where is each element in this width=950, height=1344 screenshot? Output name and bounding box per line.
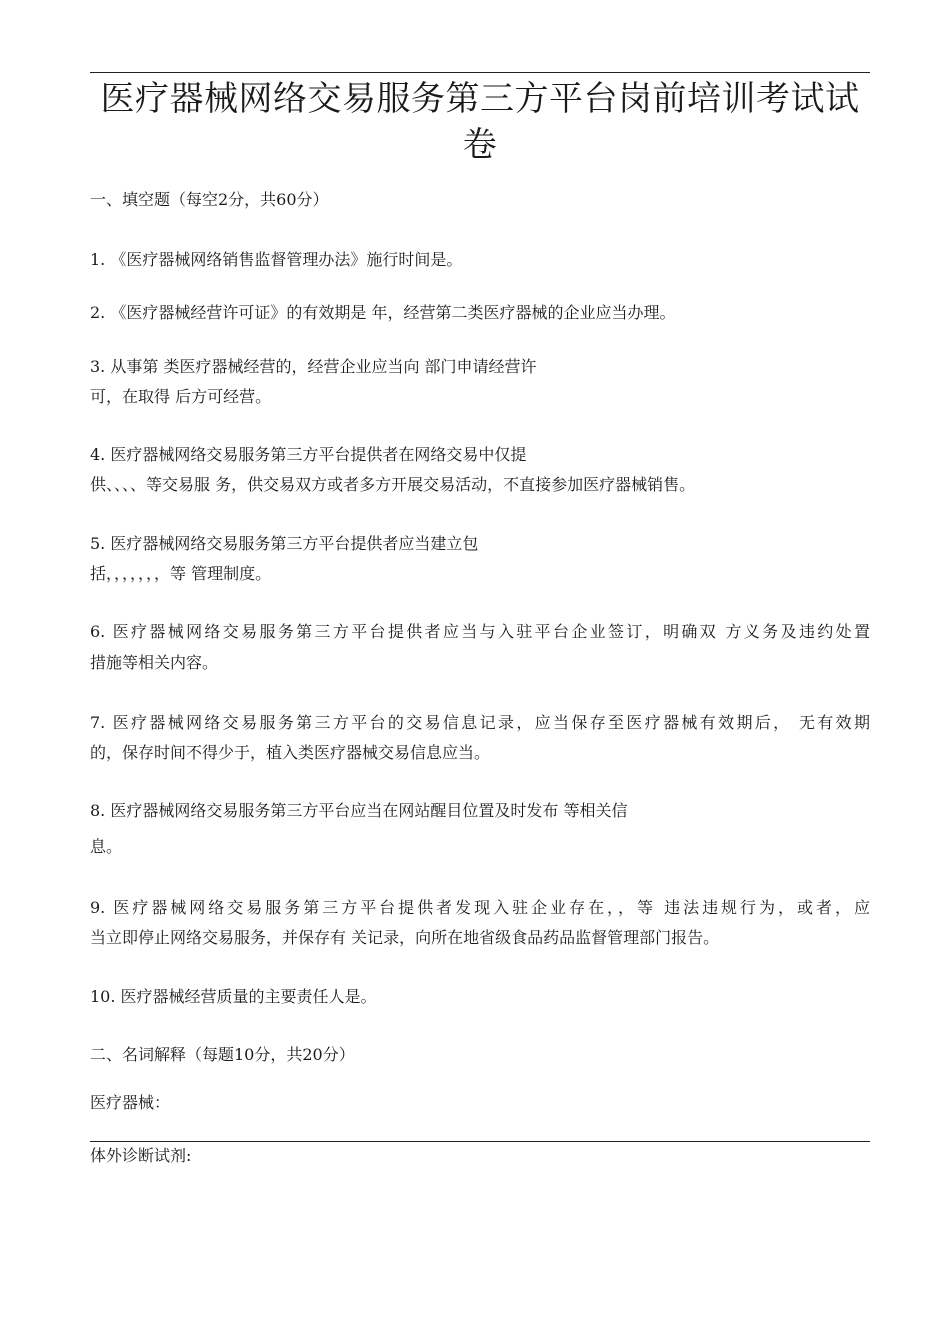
question-4-line-1: 4. 医疗器械网络交易服务第三方平台提供者在网络交易中仅提 [90,445,527,464]
term-medical-device: 医疗器械： [90,1093,171,1112]
top-rule [90,72,870,73]
question-8-line-2: 息。 [90,837,123,856]
question-2: 2. 《医疗器械经营许可证》的有效期是 年，经营第二类医疗器械的企业应当办理。 [90,303,676,322]
question-4-line-2: 供、、、、等交易服 务，供交易双方或者多方开展交易活动，不直接参加医疗器械销售。 [90,475,696,494]
question-8-line-1: 8. 医疗器械网络交易服务第三方平台应当在网站醒目位置及时发布 等相关信 [90,801,628,820]
question-7-line-1: 7. 医疗器械网络交易服务第三方平台的交易信息记录，应当保存至医疗器械有效期后， 无有效期 [90,713,870,732]
question-6-line-2: 措施等相关内容。 [90,653,219,672]
page-title [90,76,870,168]
question-1: 1. 《医疗器械网络销售监督管理办法》施行时间是。 [90,250,463,269]
question-6-line-1: 6. 医疗器械网络交易服务第三方平台提供者应当与入驻平台企业签订，明确双 方义务及违约处置 [90,622,870,641]
term-ivd-reagent: 体外诊断试剂: [90,1146,192,1165]
question-3-line-2: 可，在取得 后方可经营。 [90,387,272,406]
title-line-1: 医疗器械网络交易服务第三方平台岗前培训考试试 [100,79,860,119]
question-9-line-1: 9. 医疗器械网络交易服务第三方平台提供者发现入驻企业存在，，等 违法违规行为，或者，应 [90,898,870,917]
question-7-line-2: 的，保存时间不得少于，植入类医疗器械交易信息应当。 [90,743,491,762]
question-5-line-2: 括，，，，，，，等 管理制度。 [90,564,272,583]
question-3-line-1: 3. 从事第 类医疗器械经营的，经营企业应当向 部门申请经营许 [90,357,537,376]
question-9-line-2: 当立即停止网络交易服务，并保存有 关记录，向所在地省级食品药品监督管理部门报告。 [90,928,720,947]
title-line-2: 卷 [462,125,498,165]
section2-heading: 二、名词解释（每题10分，共20分） [90,1045,355,1064]
section1-heading: 一、填空题（每空2分，共60分） [90,190,329,209]
question-10: 10. 医疗器械经营质量的主要责任人是。 [90,987,377,1006]
answer-line [90,1141,870,1142]
question-5-line-1: 5. 医疗器械网络交易服务第三方平台提供者应当建立包 [90,534,479,553]
